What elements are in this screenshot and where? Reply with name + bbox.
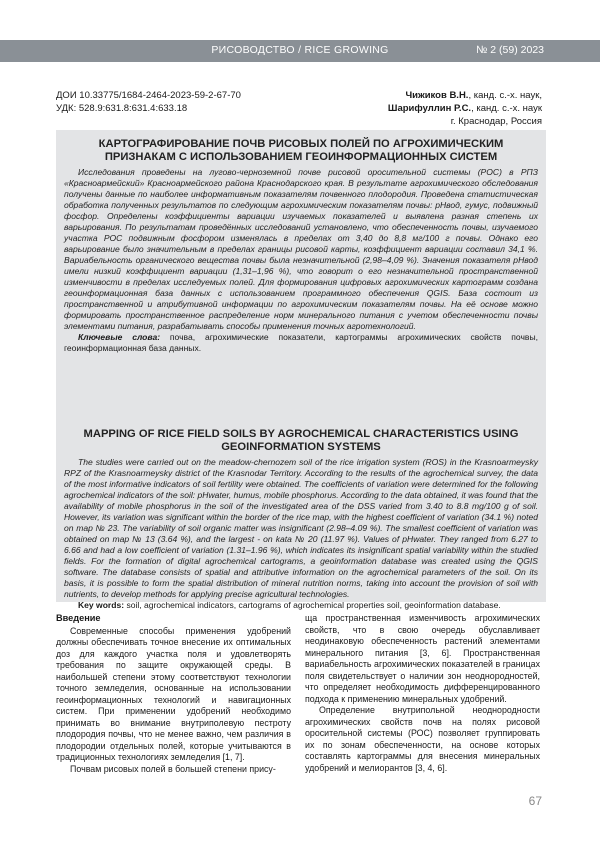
- article-identifiers: [56, 89, 241, 115]
- keywords-en-text: soil, agrochemical indicators, cartograms of agrochemical properties soil, geoinformation database.: [124, 600, 501, 610]
- body-paragraph: Современные способы применения удобрений должны обеспечивать точное внесение их оптимальных доз для каждого участка поля и удовлетворять требования по защите окружающей среды. В наибольшей степени этому соответствуют технологии точного земледелия, основанные на использовании геоинформационных технологий и навигационных систем. При применении удобрений необходимо принимать во внимание внутриполевую пестроту плодородия почвы, что не менее важно, чем различия в плодородии отдельных полей, которые учитываются в традиционных технологиях земледелия [1, 7].: [56, 625, 291, 762]
- keywords-en-label: Key words:: [78, 600, 125, 610]
- page-number: 67: [528, 794, 542, 808]
- author-1-name: Чижиков В.Н.: [405, 90, 469, 101]
- abstract-ru: [56, 130, 546, 420]
- section-heading: Введение: [56, 613, 101, 623]
- title-en: MAPPING OF RICE FIELD SOILS BY AGROCHEMICAL CHARACTERISTICS USING GEOINFORMATION SYSTEMS: [83, 428, 519, 453]
- abstract-en-text: The studies were carried out on the meadow-chernozem soil of the rice irrigation system (ROS) in the Krasnoarmeysky RPZ of the Krasnoarmeysky district of the Krasnodar Territory. According to the results of the agrochemical survey, the data of the most informative indicators of soil fertility were obtained. The coefficients of variation were determined for the following agrochemical indicators of the soil: pHwater, humus, mobile phosphorus. According to the data obtained, it was found that the availability of mobile phosphorus in the soil of the investigated area of the DSS varied from 3.40 to 8.8 mg/100 g of soil. However, its variation was significant within the border of the rice map, with the highest coefficient of variation (34.1 %) noted on map № 23. The variability of soil organic matter was insignificant (2.98–4.09 %). The smallest coefficient of variation was obtained on map № 13 (3.64 %), and the largest - on kata № 20 (11.97 %). Values of pHwater. They ranged from 6.27 to 6.66 and had a low coefficient of variation (1.31–1.96 %), which indicates its insignificant spatial variability within the studied fields. For the formation of digital agrochemical cartograms, a geoinformation database was created using the QGIS software. The database consists of spatial and attributive information on the agrochemical parameters of the soil. On its basis, it is possible to form the spatial distribution of mineral nutrition norms, taking into account the provision of soil with nutrients, to develop methods for applying precise agricultural technologies.: [64, 457, 538, 599]
- title-ru: КАРТОГРАФИРОВАНИЕ ПОЧВ РИСОВЫХ ПОЛЕЙ ПО АГРОХИМИЧЕСКИМ ПРИЗНАКАМ С ИСПОЛЬЗОВАНИЕМ ГЕОИНФОРМАЦИОННЫХ СИСТЕМ: [98, 138, 504, 163]
- keywords-ru-label: Ключевые слова:: [78, 332, 161, 342]
- keywords-ru-text: почва, агрохимические показатели, картограммы агрохимических свойств почвы, геоинформационная база данных.: [64, 332, 538, 353]
- journal-header: [0, 40, 600, 62]
- udk: УДК: 528.9:631.8:631.4:633.18: [56, 103, 188, 114]
- body-column-right: [305, 613, 540, 774]
- body-paragraph: ща пространственная изменчивость агрохимических свойств, что в свою очередь обуславливает неодинаковую обеспеченность растений элементами минерального питания [3, 6]. Пространственная вариабельность агрохимических показателей в границах поля свидетельствует о наличии зон неоднородностей, что определяет необходимость дифференцированного подхода к применению минеральных удобрений.: [305, 613, 540, 704]
- author-city: г. Краснодар, Россия: [450, 116, 542, 127]
- journal-title: РИСОВОДСТВО / RICE GROWING: [211, 44, 389, 56]
- author-1: [388, 89, 542, 102]
- abstract-en: [56, 420, 546, 610]
- keywords-en: [64, 600, 538, 611]
- keywords-ru: [64, 332, 538, 354]
- author-1-degree: , канд. с.-х. наук,: [468, 90, 542, 101]
- doi: ДОИ 10.33775/1684-2464-2023-59-2-67-70: [56, 90, 241, 101]
- body-column-left: [56, 613, 291, 775]
- body-paragraph: Определение внутрипольной неоднородности агрохимических свойств почв на полях рисовой оросительной системы (РОС) позволяет группировать их по зонам обеспеченности, на основе которых составлять картограммы для внесения минеральных удобрений и мелиорантов [3, 4, 6].: [305, 705, 540, 773]
- author-2-degree: , канд. с.-х. наук: [471, 103, 542, 114]
- authors: [388, 89, 542, 128]
- abstract-ru-text: Исследования проведены на лугово-черноземной почве рисовой оросительной системы (РОС) в РПЗ «Красноармейский» Красноармейского района Краснодарского края. В результате агрохимического обследования получены данные по наиболее информативным показателям почвенного плодородия. Проведена статистическая обработка полученных результатов по следующим агрохимическим показателям почвы: рНвод, гумус, подвижный фосфор. Определены коэффициенты вариации изучаемых показателей и выявлена разная степень их варьирования. По результатам проведённых исследований установлено, что обеспеченность почвы, изучаемого участка РОС подвижным фосфором изменялась в пределах от 3,40 до 8,8 мг/100 г почвы. Однако его варьирование было значительным в пределах границы рисовой карты, коэффициент вариации составил 34,1 %. Вариабельность органического вещества почвы была незначительной (2,98–4,09 %). Значения показателя рНвод имели низкий коэффициент вариации (1,31–1,96 %), что говорит о его незначительной пространственной изменчивости в пределах исследуемых полей. Для формирования цифровых агрохимических картограмм создана геоинформационная база данных с использованием программного обеспечения QGIS. База состоит из пространственной и атрибутивной информации по агрохимическим показателям почвы. На её основе можно формировать пространственное распределение норм минерального питания с учетом обеспеченности почвы элементами питания, разрабатывать способы применения точных агротехнологий.: [64, 167, 538, 331]
- issue-number: № 2 (59) 2023: [476, 44, 544, 56]
- author-2-name: Шарифуллин Р.С.: [387, 103, 472, 114]
- body-paragraph: Почвам рисовых полей в большей степени прису-: [70, 763, 276, 774]
- author-2: [388, 102, 542, 115]
